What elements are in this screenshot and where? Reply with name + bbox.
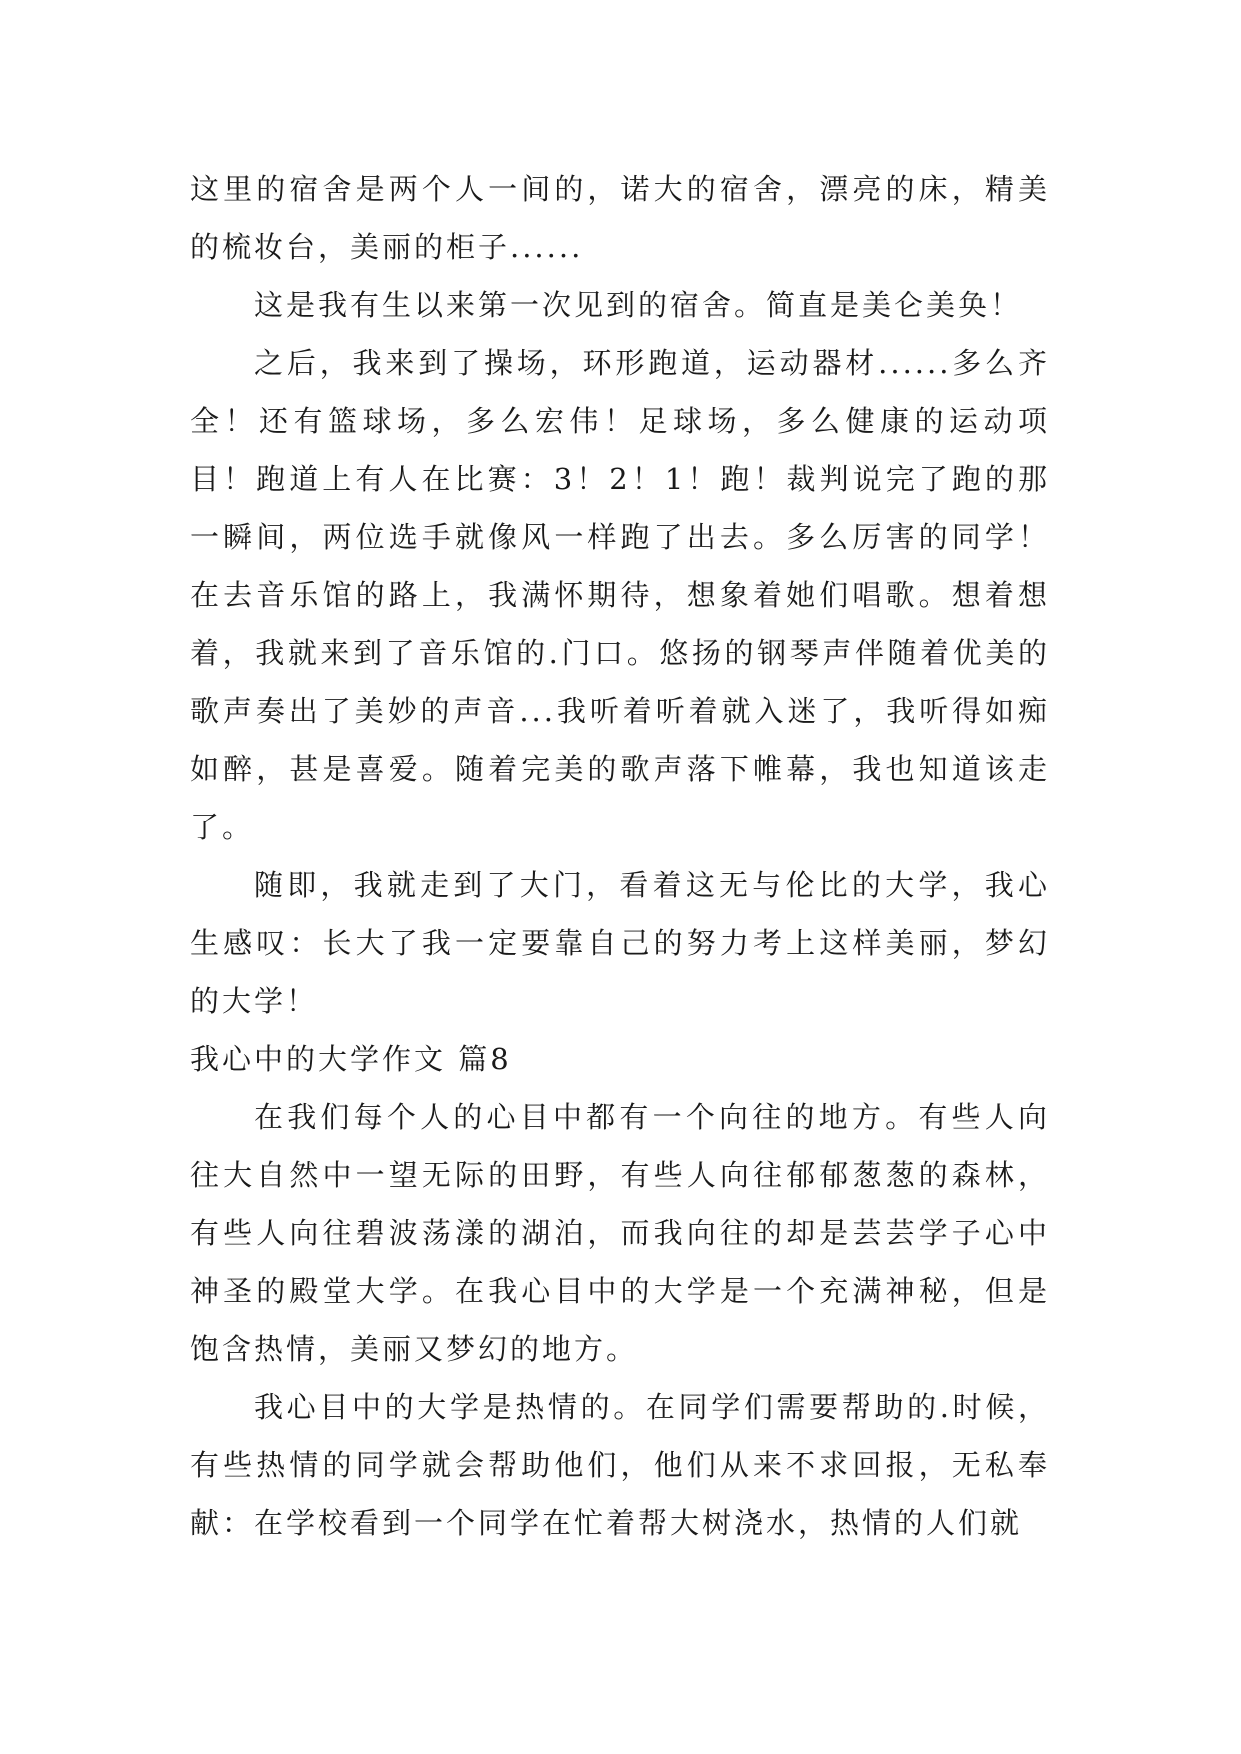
paragraph-first-dormitory: 这是我有生以来第一次见到的宿舍。简直是美仑美奂！ [254, 288, 1023, 322]
paragraph-aspiration: 在我们每个人的心目中都有一个向往的地方。有些人向往大自然中一望无际的田野，有些人向往郁郁葱葱的森林，有些人向往碧波荡漾的湖泊，而我向往的却是芸芸学子心中神圣的殿堂大学。在我心目中的大学是一个充满神秘，但是饱含热情，美丽又梦幻的地方。 [190, 1100, 1050, 1366]
paragraph-playground-music-hall: 之后，我来到了操场，环形跑道，运动器材......多么齐全！还有篮球场，多么宏伟！足球场，多么健康的运动项目！跑道上有人在比赛：3！2！1！跑！裁判说完了跑的那一瞬间，两位选手就像风一样跑了出去。多么厉害的同学！在去音乐馆的路上，我满怀期待，想象着她们唱歌。想着想着，我就来到了音乐馆的.门口。悠扬的钢琴声伴随着优美的歌声奏出了美妙的声音...我听着听着就入迷了，我听得如痴如醉，甚是喜爱。随着完美的歌声落下帷幕，我也知道该走了。 [190, 346, 1050, 844]
paragraph-enthusiasm: 我心目中的大学是热情的。在同学们需要帮助的.时候，有些热情的同学就会帮助他们，他们从来不求回报，无私奉献：在学校看到一个同学在忙着帮大树浇水，热情的人们就 [190, 1390, 1050, 1540]
paragraph-gate: 随即，我就走到了大门，看着这无与伦比的大学，我心生感叹：长大了我一定要靠自己的努力考上这样美丽，梦幻的大学！ [190, 868, 1050, 1018]
document-body [190, 160, 1050, 1552]
section-heading: 我心中的大学作文 篇8 [190, 1042, 512, 1076]
paragraph-dormitory: 这里的宿舍是两个人一间的，诺大的宿舍，漂亮的床，精美的梳妆台，美丽的柜子...... [190, 172, 1050, 264]
